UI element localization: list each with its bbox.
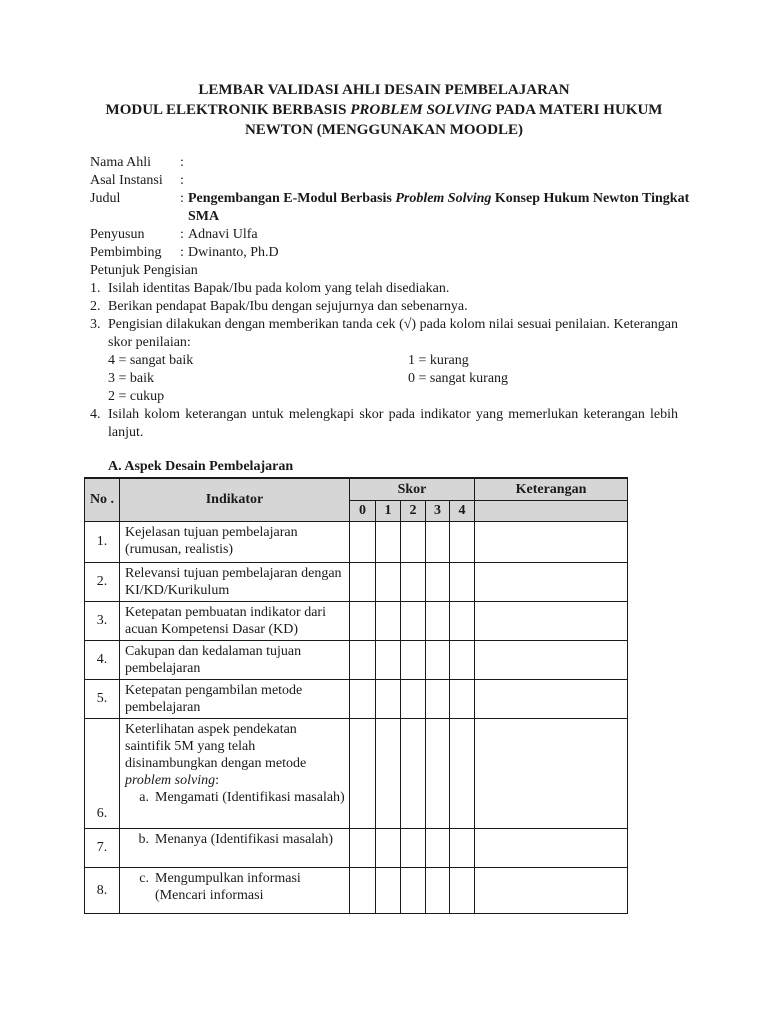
table-row	[85, 562, 628, 601]
indicator-text: Ketepatan pengambilan metode pembelajaran	[120, 679, 350, 718]
score-cell[interactable]	[401, 867, 426, 913]
score-header: 4	[450, 500, 475, 521]
score-header: 1	[376, 500, 401, 521]
row-number: 5.	[85, 679, 120, 718]
score-cell[interactable]	[376, 718, 401, 828]
score-header: 3	[426, 500, 450, 521]
score-cell[interactable]	[350, 718, 376, 828]
title-line-3: NEWTON (MENGGUNAKAN MOODLE)	[244, 122, 524, 138]
score-cell[interactable]	[401, 828, 426, 867]
section-title: A. Aspek Desain Pembelajaran	[108, 459, 294, 474]
document-title	[60, 80, 708, 140]
score-cell[interactable]	[401, 640, 426, 679]
keterangan-cell[interactable]	[475, 601, 628, 640]
pembimbing-label: Pembimbing	[90, 245, 162, 260]
identity-block	[90, 154, 690, 262]
judul-value: Pengembangan E-Modul Berbasis Problem Solving Konsep Hukum Newton Tingkat SMA	[188, 191, 690, 224]
score-cell[interactable]	[426, 562, 450, 601]
score-cell[interactable]	[450, 718, 475, 828]
keterangan-cell[interactable]	[475, 640, 628, 679]
table-row	[85, 718, 628, 828]
score-cell[interactable]	[401, 521, 426, 562]
table-row	[85, 828, 628, 867]
sub-indicator: b. Menanya (Identifikasi masalah)	[138, 831, 334, 847]
score-cell[interactable]	[450, 562, 475, 601]
header-indikator: Indikator	[120, 478, 350, 521]
scale-1: 1 = kurang	[408, 353, 469, 368]
nama-label: Nama Ahli	[90, 155, 152, 170]
row-number: 7.	[85, 828, 120, 867]
score-cell[interactable]	[376, 601, 401, 640]
score-cell[interactable]	[426, 679, 450, 718]
sub-indicator: a. Mengamati (Identifikasi masalah)	[139, 789, 345, 805]
score-cell[interactable]	[401, 562, 426, 601]
scale-2: 2 = cukup	[108, 389, 165, 404]
keterangan-cell[interactable]	[475, 867, 628, 913]
score-cell[interactable]	[401, 718, 426, 828]
score-cell[interactable]	[426, 718, 450, 828]
validation-table	[84, 477, 628, 914]
instruction-item: 2. Berikan pendapat Bapak/Ibu dengan sejujurnya dan sebenarnya.	[90, 299, 468, 314]
score-cell[interactable]	[450, 867, 475, 913]
instruction-item: 1. Isilah identitas Bapak/Ibu pada kolom yang telah disediakan.	[90, 281, 450, 296]
indicator-text	[120, 718, 350, 828]
instruction-item: 4. Isilah kolom keterangan untuk melengkapi skor pada indikator yang memerlukan keterangan lebih lanjut.	[90, 407, 678, 440]
title-line-1: LEMBAR VALIDASI AHLI DESAIN PEMBELAJARAN	[198, 82, 570, 98]
score-cell[interactable]	[401, 601, 426, 640]
saintifik-intro: Keterlihatan aspek pendekatan saintifik 5M yang telah disinambungkan dengan metode problem solving:	[125, 721, 307, 788]
header-no: No .	[85, 478, 120, 521]
score-cell[interactable]	[350, 562, 376, 601]
keterangan-cell[interactable]	[475, 828, 628, 867]
row-number: 4.	[85, 640, 120, 679]
table-row	[85, 679, 628, 718]
table-row	[85, 867, 628, 913]
instansi-value[interactable]	[188, 172, 690, 190]
header-keterangan: Keterangan	[475, 478, 628, 500]
score-cell[interactable]	[426, 640, 450, 679]
keterangan-cell[interactable]	[475, 562, 628, 601]
keterangan-cell[interactable]	[475, 718, 628, 828]
scale-4: 4 = sangat baik	[108, 353, 194, 368]
sub-indicator: c. Mengumpulkan informasi (Mencari informasi	[139, 870, 301, 903]
score-cell[interactable]	[376, 679, 401, 718]
row-number: 2.	[85, 562, 120, 601]
indicator-text: Cakupan dan kedalaman tujuan pembelajaran	[120, 640, 350, 679]
scale-0: 0 = sangat kurang	[408, 371, 509, 386]
indicator-text: Ketepatan pembuatan indikator dari acuan Kompetensi Dasar (KD)	[120, 601, 350, 640]
score-cell[interactable]	[426, 828, 450, 867]
score-cell[interactable]	[426, 601, 450, 640]
keterangan-cell[interactable]	[475, 521, 628, 562]
penyusun-label: Penyusun	[90, 227, 145, 242]
score-cell[interactable]	[350, 640, 376, 679]
indicator-text: Kejelasan tujuan pembelajaran (rumusan, realistis)	[120, 521, 350, 562]
indicator-text	[120, 867, 350, 913]
score-cell[interactable]	[450, 640, 475, 679]
judul-label: Judul	[90, 191, 121, 206]
score-cell[interactable]	[450, 828, 475, 867]
table-row	[85, 640, 628, 679]
score-cell[interactable]	[350, 679, 376, 718]
table-row	[85, 521, 628, 562]
score-cell[interactable]	[376, 521, 401, 562]
score-cell[interactable]	[376, 867, 401, 913]
pembimbing-row: Pembimbing : Dwinanto, Ph.D	[90, 244, 690, 262]
score-cell[interactable]	[426, 521, 450, 562]
score-cell[interactable]	[376, 828, 401, 867]
score-header: 2	[401, 500, 426, 521]
score-cell[interactable]	[450, 601, 475, 640]
score-cell[interactable]	[376, 640, 401, 679]
score-cell[interactable]	[426, 867, 450, 913]
instruction-item: 3. Pengisian dilakukan dengan memberikan tanda cek (√) pada kolom nilai sesuai penilaian. Keterangan skor penilaian: 4 = sangat baik 1 = kurang 3 = baik 0 = sangat kurang 2 = cukup	[90, 317, 678, 404]
score-cell[interactable]	[350, 828, 376, 867]
nama-row: Nama Ahli :	[90, 154, 690, 172]
row-number: 6.	[85, 718, 120, 828]
indicator-text: Relevansi tujuan pembelajaran dengan KI/KD/Kurikulum	[120, 562, 350, 601]
score-cell[interactable]	[450, 679, 475, 718]
score-cell[interactable]	[350, 601, 376, 640]
keterangan-cell[interactable]	[475, 679, 628, 718]
row-number: 3.	[85, 601, 120, 640]
header-skor: Skor	[350, 478, 475, 500]
score-cell[interactable]	[350, 867, 376, 913]
keterangan-subheader	[475, 500, 628, 521]
score-header: 0	[350, 500, 376, 521]
table-row	[85, 601, 628, 640]
penyusun-row: Penyusun : Adnavi Ulfa	[90, 226, 690, 244]
instructions-heading: Petunjuk Pengisian	[90, 263, 198, 278]
row-number: 8.	[85, 867, 120, 913]
judul-row: Judul : Pengembangan E-Modul Berbasis Problem Solving Konsep Hukum Newton Tingkat SMA	[90, 191, 690, 224]
score-cell[interactable]	[450, 521, 475, 562]
instansi-label: Asal Instansi	[90, 173, 163, 188]
row-number: 1.	[85, 521, 120, 562]
score-cell[interactable]	[376, 562, 401, 601]
nama-value[interactable]	[188, 154, 690, 172]
penyusun-value: Adnavi Ulfa	[188, 227, 258, 242]
instructions-block	[90, 262, 678, 442]
score-scale	[108, 352, 678, 406]
score-cell[interactable]	[401, 679, 426, 718]
score-cell[interactable]	[350, 521, 376, 562]
pembimbing-value: Dwinanto, Ph.D	[188, 245, 279, 260]
scale-3: 3 = baik	[108, 371, 154, 386]
instansi-row: Asal Instansi :	[90, 172, 690, 190]
title-line-2: MODUL ELEKTRONIK BERBASIS PROBLEM SOLVING PADA MATERI HUKUM	[105, 102, 663, 118]
indicator-text	[120, 828, 350, 867]
